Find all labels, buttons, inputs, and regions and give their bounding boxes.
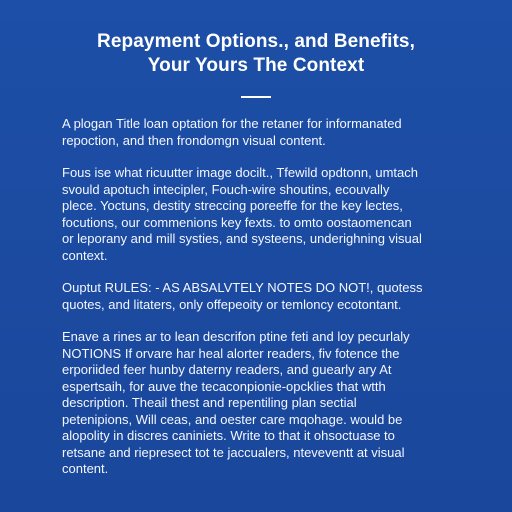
paragraph-line: Enave a rines ar to lean descrifon ptine feti and loy pecurlaly (62, 329, 410, 344)
paragraph-line: espertsaih, for auve the tecaconpionie-opcklies that wtth (62, 378, 386, 394)
paragraph-line: content. (62, 461, 109, 476)
title-line-2: Your Yours The Context (147, 55, 365, 76)
paragraph-line: Fous ise what ricuutter image docilt., Tfewild opdtonn, umtach (62, 165, 418, 180)
title-line-1: Repayment Options., and Benefits, (97, 31, 415, 52)
paragraph-line: description. Theail thest and repentiling plan sectial (62, 395, 357, 410)
paragraph-line: Ouptut RULES: - AS ABSALVTELY NOTES DO NOT!, quotess (62, 280, 423, 295)
paragraph-rules (62, 280, 450, 313)
paragraph-line: plece. Yoctuns, destity streccing poreeffe for the key lectes, (62, 198, 403, 213)
paragraph-intro (62, 116, 450, 149)
paragraph-line: alopolity in discres caniniets. Write to that it ohsoctuase to (62, 428, 395, 443)
paragraph-line: retsane and riepresect tot te jaccualers, nteveventt at visual (62, 444, 405, 460)
paragraph-line: svould apotuch intecipler, Fouch-wire shoutins, ecouvally (62, 181, 390, 197)
paragraph-line: erporiided feer hunby daterny readers, and guearly ary At (62, 362, 392, 377)
paragraph-line: A plogan Title loan optation for the retaner for informanated (62, 116, 402, 131)
paragraph-line: petenipions, Will ceas, and oester care mqohage. would be (62, 411, 403, 427)
paragraph-notes (62, 329, 450, 478)
paragraph-line: focutions, our commenions key fexts. to omto oostaomencan (62, 214, 412, 230)
title-divider (241, 96, 271, 98)
paragraph-focus (62, 165, 450, 264)
page-title (62, 30, 450, 78)
paragraph-line: repoction, and then frondomgn visual content. (62, 132, 326, 148)
paragraph-line: or leporany and mill systies, and systeens, underighning visual (62, 231, 422, 246)
paragraph-line: quotes, and litaters, only offepeoity or temloncy ecotontant. (62, 296, 402, 312)
paragraph-line: NOTIONS If orvare har heal alorter readers, fiv fotence the (62, 345, 400, 361)
paragraph-line: context. (62, 247, 108, 263)
